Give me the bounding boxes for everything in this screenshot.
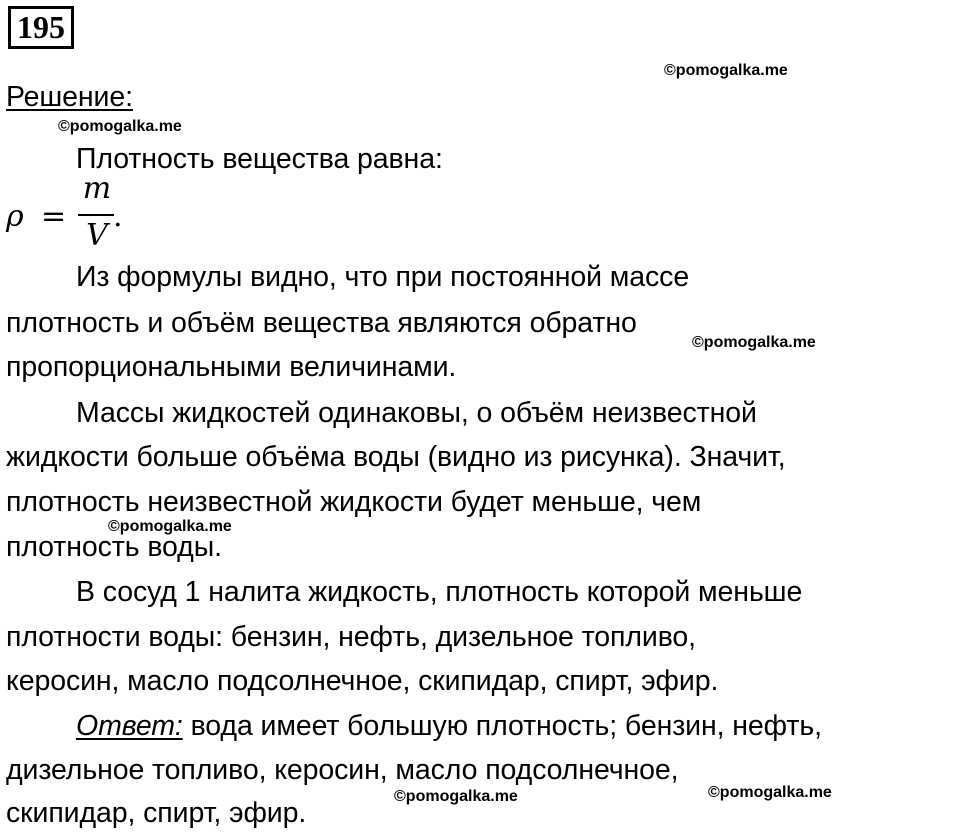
formula-numerator: m xyxy=(82,171,112,206)
paragraph-line: пропорциональными величинами. xyxy=(6,351,457,383)
answer-line xyxy=(76,709,822,743)
paragraph-line: Из формулы видно, что при постоянной массе xyxy=(76,261,690,293)
answer-line: дизельное топливо, керосин, масло подсолнечное, xyxy=(6,754,679,786)
solution-heading: Решение: xyxy=(6,81,133,113)
watermark: ©pomogalka.me xyxy=(708,784,832,801)
answer-label: Ответ: xyxy=(76,710,183,742)
paragraph-line: Массы жидкостей одинаковы, о объём неизвестной xyxy=(76,397,757,429)
paragraph-line: плотность и объём вещества являются обратно xyxy=(6,307,637,339)
formula-denominator: V xyxy=(86,218,108,253)
watermark: ©pomogalka.me xyxy=(394,788,518,805)
answer-text: вода имеет большую плотность; бензин, нефть, xyxy=(182,710,822,742)
answer-line: скипидар, спирт, эфир. xyxy=(6,797,307,829)
watermark: ©pomogalka.me xyxy=(692,334,816,351)
watermark: ©pomogalka.me xyxy=(108,518,232,535)
watermark: ©pomogalka.me xyxy=(664,62,788,79)
watermark: ©pomogalka.me xyxy=(58,118,182,135)
paragraph-line: плотность воды. xyxy=(6,531,222,563)
formula-period: . xyxy=(113,199,123,234)
problem-number: 195 xyxy=(8,6,74,49)
paragraph-line: керосин, масло подсолнечное, скипидар, спирт, эфир. xyxy=(6,665,719,697)
formula-equals: = xyxy=(41,199,67,234)
paragraph-line: жидкости больше объёма воды (видно из рисунка). Значит, xyxy=(6,441,786,473)
fraction-bar xyxy=(78,214,114,216)
paragraph-line: плотность неизвестной жидкости будет меньше, чем xyxy=(6,486,702,518)
formula-intro: Плотность вещества равна: xyxy=(76,143,443,175)
paragraph-line: В сосуд 1 налита жидкость, плотность которой меньше xyxy=(76,576,803,608)
formula-rho: ρ xyxy=(6,199,24,234)
paragraph-line: плотности воды: бензин, нефть, дизельное топливо, xyxy=(6,621,696,653)
